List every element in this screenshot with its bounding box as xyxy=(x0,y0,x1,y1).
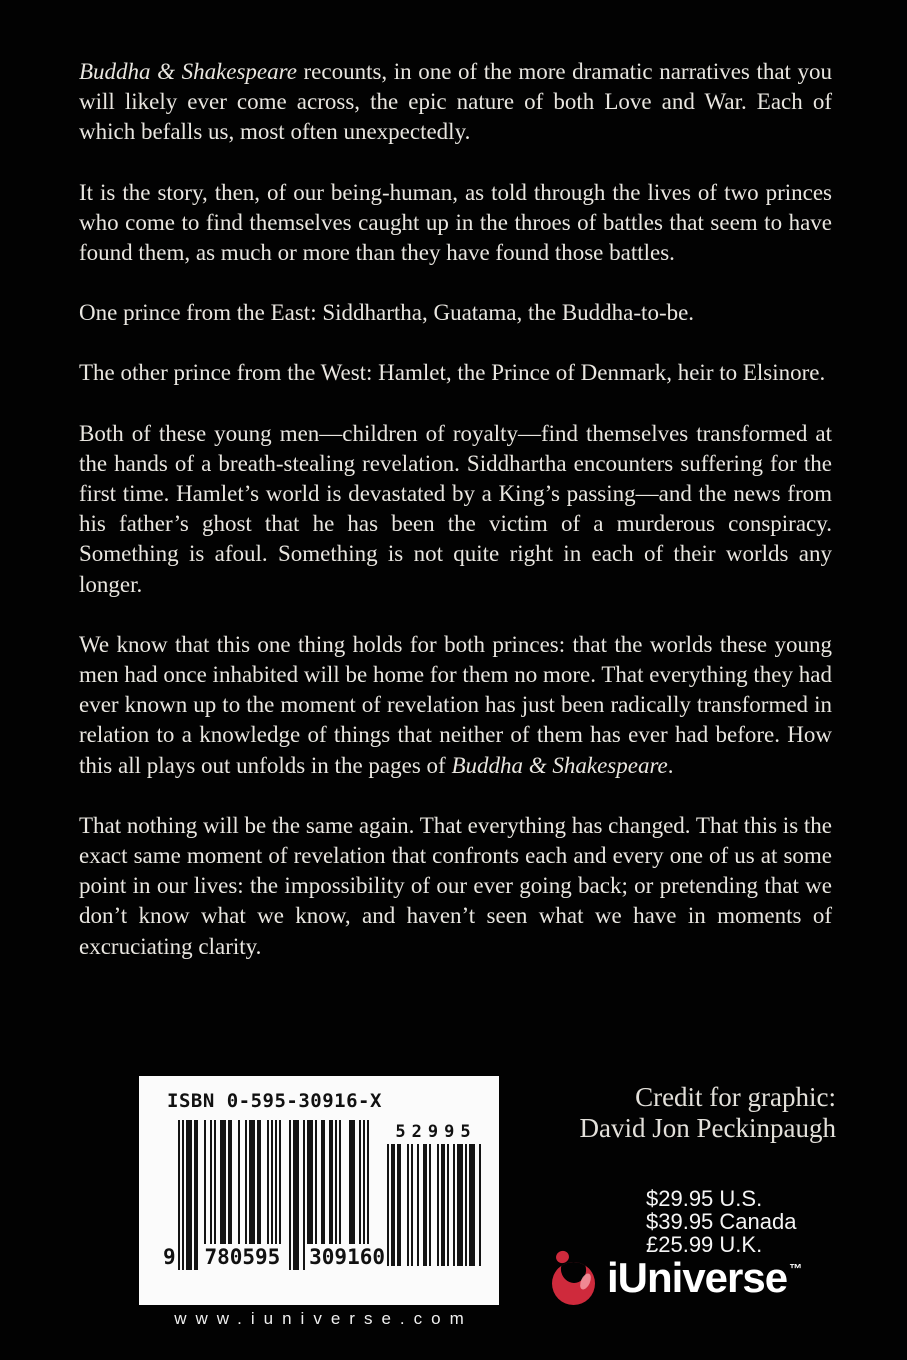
price-us: $29.95 U.S. xyxy=(646,1186,763,1211)
ean13-digit-group: 309160 xyxy=(309,1245,385,1269)
body-paragraph: One prince from the East: Siddhartha, Guatama, the Buddha-to-be. xyxy=(79,300,695,326)
graphic-credit xyxy=(580,1082,836,1144)
logo-ring-icon xyxy=(552,1262,595,1305)
publisher-name: iUniverse ™ xyxy=(607,1254,803,1301)
body-paragraph: We know that this one thing holds for both princes: that the worlds these young men had once inhabited will be home for them no more. That everything they had ever known up to the moment of revelation has just been radically transformed in relation to a knowledge of things that neither of them has ever had before. How this all plays out unfolds in the pages of Buddha & Shakespeare. xyxy=(79,631,832,778)
ean13-digit-group: 9 xyxy=(163,1245,176,1269)
addon-digits: 52995 xyxy=(395,1122,477,1142)
body-paragraph: It is the story, then, of our being-human, as told through the lives of two princes who come to find themselves caught up in the throes of battles that seem to have found them, as much or more than they have found those battles. xyxy=(79,179,832,266)
synopsis xyxy=(79,57,832,992)
isbn-label: ISBN 0-595-30916-X xyxy=(167,1090,382,1112)
price-list xyxy=(646,1187,796,1256)
ean13-digits xyxy=(161,1244,387,1270)
publisher-website: www.iuniverse.com xyxy=(174,1309,473,1328)
trademark-symbol: ™ xyxy=(789,1261,803,1276)
ean13-digit-group: 780595 xyxy=(204,1245,281,1269)
price-uk: £25.99 U.K. xyxy=(646,1232,763,1257)
body-paragraph: The other prince from the West: Hamlet, the Prince of Denmark, heir to Elsinore. xyxy=(79,360,826,386)
body-paragraph: Both of these young men—children of royalty—find themselves transformed at the hands of a breath-stealing revelation. Siddhartha encounters suffering for the first time. Hamlet’s world is devastated by a King’s passing—and the news from his father’s ghost that he has been the victim of a murderous conspiracy. Something is afoul. Something is not quite right in each of their worlds any longer. xyxy=(79,420,832,597)
addon-bars xyxy=(385,1144,481,1266)
ean13-barcode xyxy=(163,1120,385,1270)
price-canada: $39.95 Canada xyxy=(646,1209,797,1234)
graphic-credit-line2: David Jon Peckinpaugh xyxy=(579,1113,836,1143)
graphic-credit-line1: Credit for graphic: xyxy=(635,1082,836,1112)
body-paragraph: Buddha & Shakespeare recounts, in one of the more dramatic narratives that you will likely ever come across, the epic nature of both Love and War. Each of which befalls us, most often unexpectedly. xyxy=(79,59,832,145)
barcode-panel xyxy=(139,1076,499,1305)
iuniverse-logo xyxy=(549,1247,802,1309)
ean5-addon-barcode xyxy=(385,1122,481,1266)
body-paragraph: That nothing will be the same again. That everything has changed. That this is the exact same moment of revelation that confronts each and every one of us at some point in our lives: the impossibility of our ever going back; or pretending that we don’t know what we know, and haven’t seen what we have in moments of excruciating clarity. xyxy=(79,812,832,959)
iuniverse-logo-icon xyxy=(549,1249,597,1307)
